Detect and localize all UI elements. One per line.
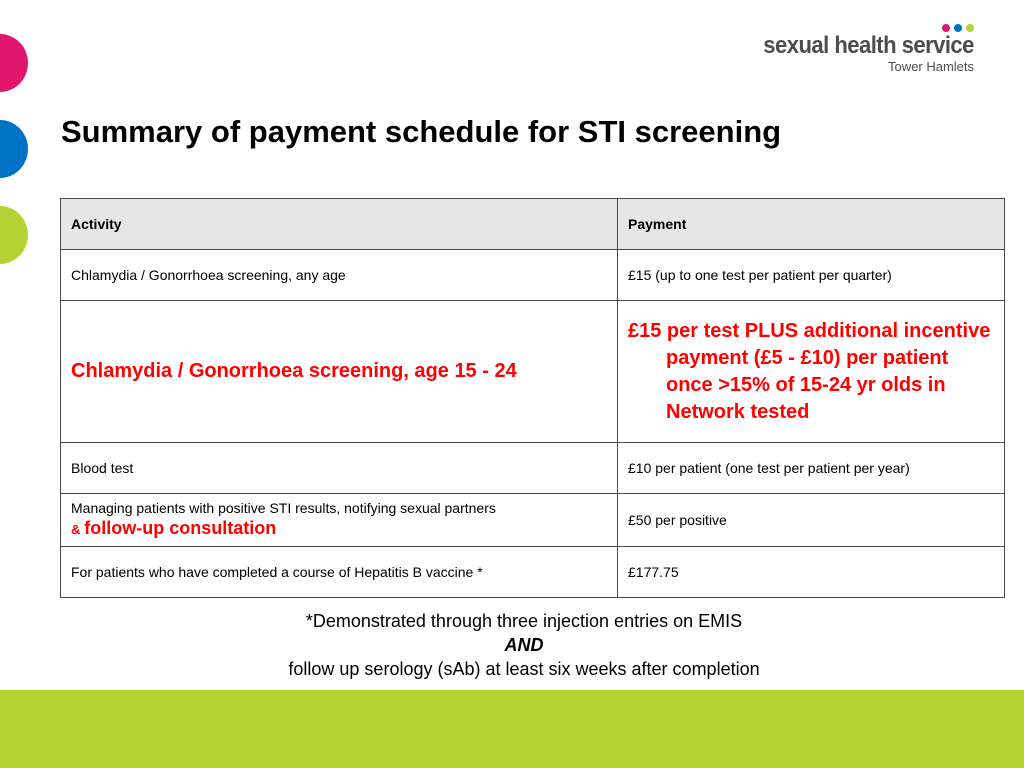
logo-dot-pink [942,24,950,32]
ampersand-text: & [71,522,81,537]
footnote-line3: follow up serology (sAb) at least six weeks after completion [288,659,760,679]
table-row [61,547,1005,598]
footnote-and: AND [504,635,544,655]
footnote-line1: *Demonstrated through three injection entries on EMIS [305,611,743,631]
payment-cell: £50 per positive [618,494,1005,547]
table-header-row [61,199,1005,250]
payment-schedule-table [60,198,1005,598]
activity-cell: Chlamydia / Gonorrhoea screening, any age [61,250,618,301]
activity-cell [61,301,618,443]
logo-dots [745,24,974,32]
table-row [61,494,1005,547]
payment-cell [618,301,1005,443]
activity-text-line2 [71,517,607,541]
table-row [61,250,1005,301]
decorative-circle-blue [0,120,28,178]
header-payment: Payment [618,199,1005,250]
decorative-circle-pink [0,34,28,92]
activity-cell: For patients who have completed a course of Hepatitis B vaccine * [61,547,618,598]
payment-cell: £10 per patient (one test per patient per year) [618,443,1005,494]
table-row [61,443,1005,494]
activity-cell [61,494,618,547]
service-logo [745,24,974,75]
decorative-circle-green [0,206,28,264]
activity-cell: Blood test [61,443,618,494]
page-title: Summary of payment schedule for STI screening [61,114,782,149]
payment-cell: £15 (up to one test per patient per quarter) [618,250,1005,301]
incentive-payment-text: £15 per test PLUS additional incentive payment (£5 - £10) per patient once >15% of 15-24 yr olds in Network tested [628,319,991,423]
footnote [0,609,1024,681]
logo-subtitle: Tower Hamlets [888,59,974,74]
payment-cell: £177.75 [618,547,1005,598]
header-activity: Activity [61,199,618,250]
logo-name: sexual health service [763,32,974,59]
activity-text-line1: Managing patients with positive STI results, notifying sexual partners [71,500,496,516]
footer-band [0,690,1024,768]
activity-text-highlighted: Chlamydia / Gonorrhoea screening, age 15 - 24 [71,360,517,382]
logo-dot-green [966,24,974,32]
table-row-highlighted [61,301,1005,443]
follow-up-text: follow-up consultation [84,518,277,538]
logo-dot-blue [954,24,962,32]
